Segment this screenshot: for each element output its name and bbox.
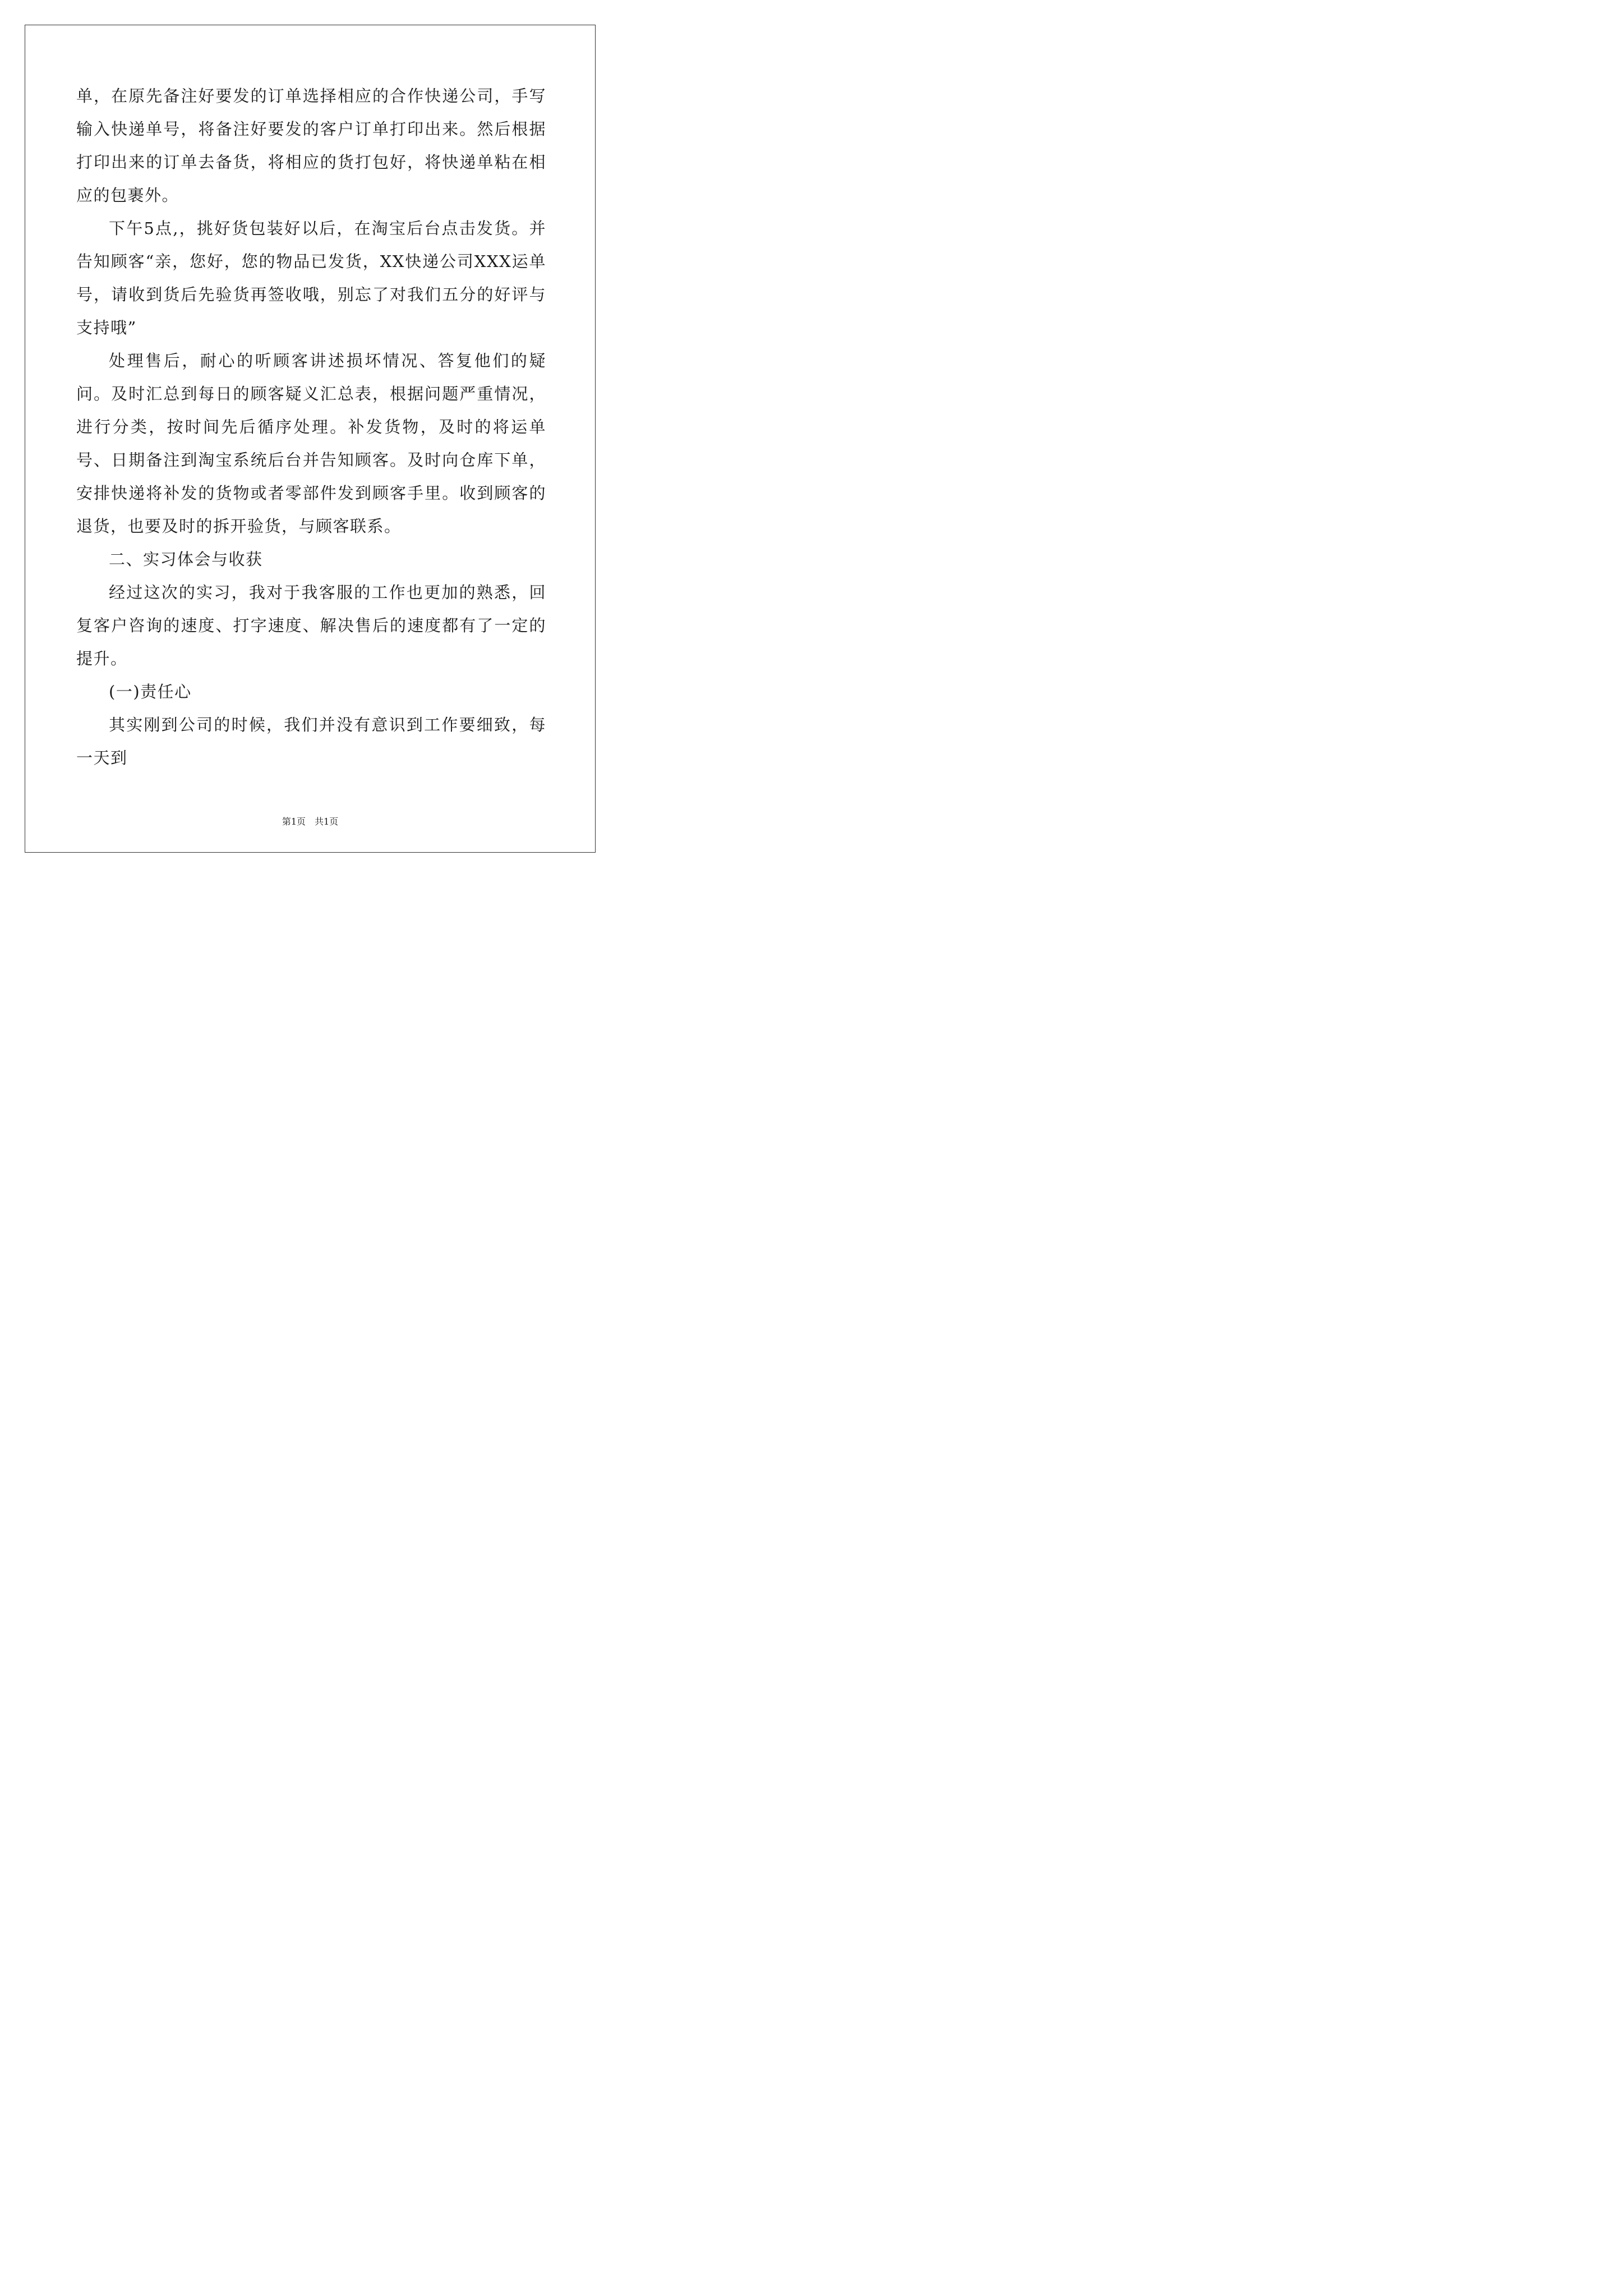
page-total: 共1页 [315,816,339,827]
paragraph-5: 经过这次的实习，我对于我客服的工作也更加的熟悉，回复客户咨询的速度、打字速度、解决售后的速度都有了一定的提升。 [76,583,546,668]
page-number: 第1页 [282,816,306,827]
paragraph-3: 处理售后，耐心的听顾客讲述损坏情况、答复他们的疑问。及时汇总到每日的顾客疑义汇总表，根据问题严重情况，进行分类，按时间先后循序处理。补发货物，及时的将运单号、日期备注到淘宝系统后台并告知顾客。及时向仓库下单，安排快递将补发的货物或者零部件发到顾客手里。收到顾客的退货，也要及时的拆开验货，与顾客联系。 [76,351,546,536]
paragraph-7: 其实刚到公司的时候，我们并没有意识到工作要细致，每一天到 [76,715,546,767]
document-body [76,80,546,775]
paragraph-1: 单，在原先备注好要发的订单选择相应的合作快递公司，手写输入快递单号，将备注好要发的客户订单打印出来。然后根据打印出来的订单去备货，将相应的货打包好，将快递单粘在相应的包裹外。 [76,86,546,205]
page-footer [0,815,620,827]
paragraph-2: 下午5点,，挑好货包装好以后，在淘宝后台点击发货。并告知顾客“亲，您好，您的物品已发货，XX快递公司XXX运单号，请收到货后先验货再签收哦，别忘了对我们五分的好评与支持哦” [76,219,546,337]
section-heading: 二、实习体会与收获 [109,550,263,569]
subsection-heading: (一)责任心 [109,682,192,701]
